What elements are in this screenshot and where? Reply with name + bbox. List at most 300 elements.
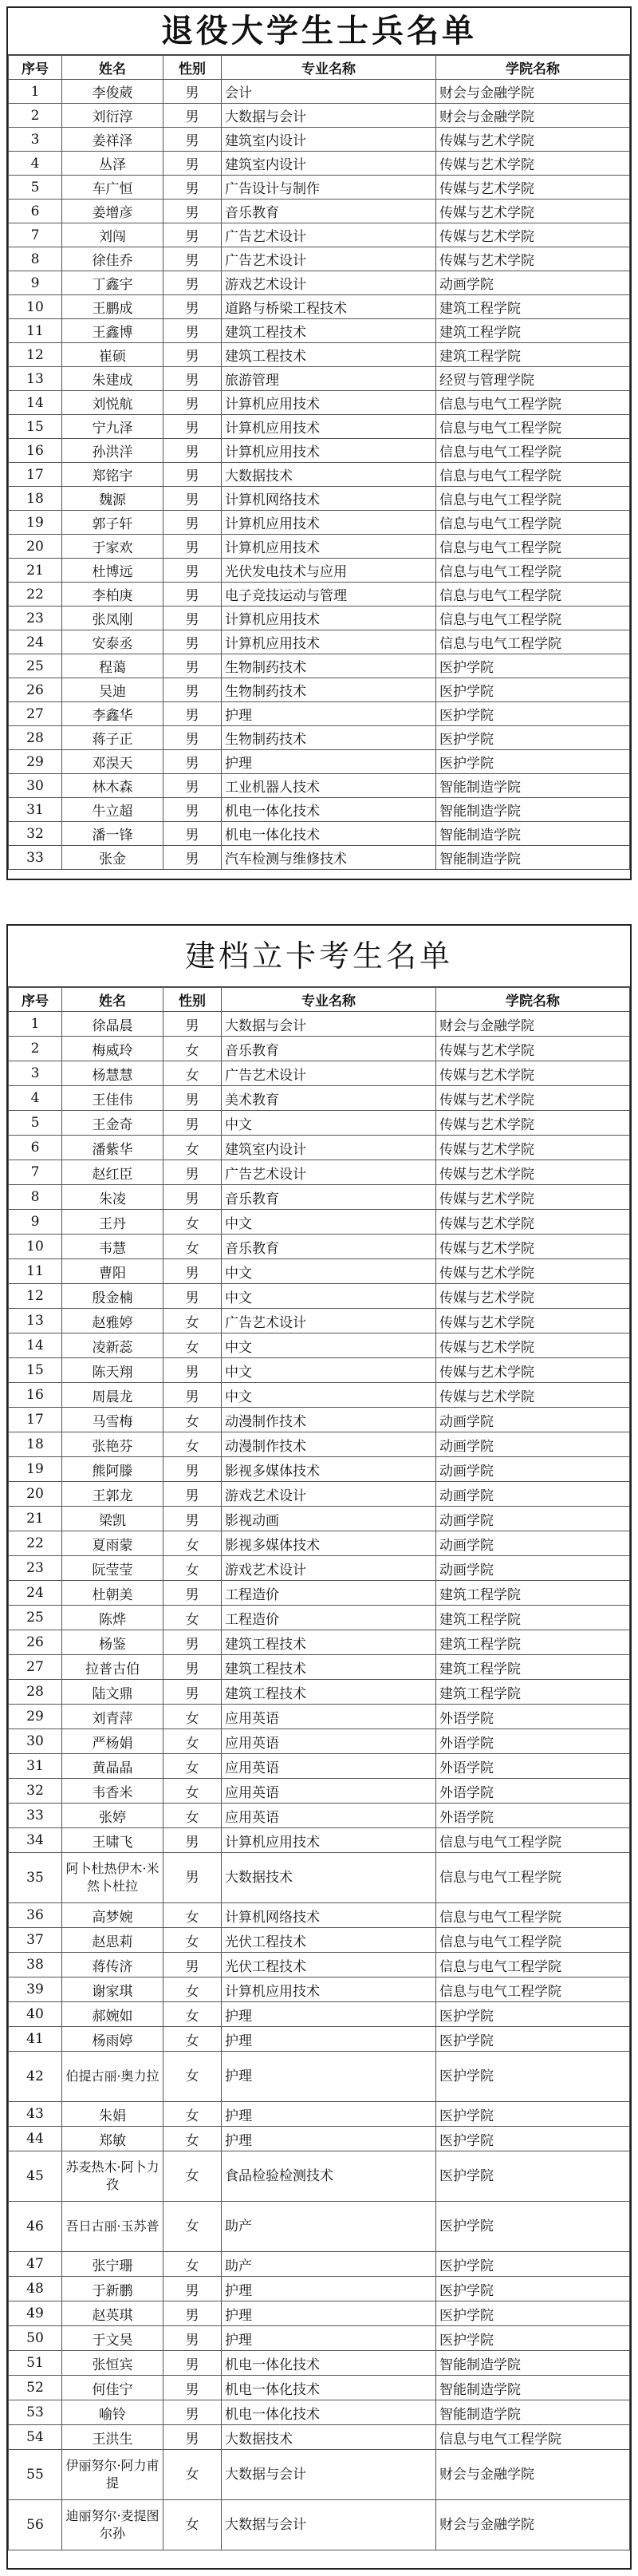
cell-gender: 男	[163, 798, 222, 822]
cell-major: 生物制药技术	[222, 654, 436, 678]
cell-gender: 男	[163, 319, 222, 343]
cell-college: 智能制造学院	[436, 822, 630, 846]
cell-major: 大数据与会计	[222, 2500, 436, 2550]
cell-name: 王佳伟	[62, 1086, 163, 1111]
cell-gender: 男	[163, 1160, 222, 1185]
table-row	[9, 1111, 630, 1136]
header-name: 姓名	[62, 988, 163, 1012]
cell-major: 建筑工程技术	[222, 1680, 436, 1705]
header-college: 学院名称	[436, 988, 630, 1012]
cell-college: 建筑工程学院	[436, 1680, 630, 1705]
cell-serial: 39	[9, 1977, 62, 2002]
table-row	[9, 223, 630, 247]
table-row	[9, 583, 630, 606]
cell-name: 梅威玲	[62, 1037, 163, 1061]
cell-major: 游戏艺术设计	[222, 1556, 436, 1581]
table-row	[9, 1729, 630, 1754]
cell-gender: 女	[163, 2027, 222, 2052]
cell-major: 大数据与会计	[222, 1012, 436, 1037]
cell-serial: 29	[9, 1705, 62, 1729]
cell-gender: 女	[163, 1136, 222, 1160]
table-header-row	[9, 988, 630, 1012]
cell-major: 应用英语	[222, 1729, 436, 1754]
cell-major: 机电一体化技术	[222, 798, 436, 822]
table-row	[9, 1507, 630, 1531]
table-row	[9, 774, 630, 798]
cell-name: 潘紫华	[62, 1136, 163, 1160]
cell-major: 护理	[222, 2127, 436, 2151]
cell-college: 信息与电气工程学院	[436, 439, 630, 463]
cell-serial: 6	[9, 1136, 62, 1160]
cell-major: 建筑工程技术	[222, 1655, 436, 1680]
cell-name: 凌新蕊	[62, 1333, 163, 1358]
table-row	[9, 200, 630, 223]
cell-college: 建筑工程学院	[436, 1630, 630, 1655]
table-row	[9, 2277, 630, 2301]
cell-serial: 33	[9, 846, 62, 870]
cell-serial: 21	[9, 559, 62, 583]
cell-gender: 男	[163, 1482, 222, 1507]
cell-major: 中文	[222, 1259, 436, 1284]
cell-serial: 1	[9, 1012, 62, 1037]
cell-college: 医护学院	[436, 2052, 630, 2102]
cell-major: 计算机应用技术	[222, 630, 436, 654]
cell-college: 财会与金融学院	[436, 2450, 630, 2500]
cell-college: 财会与金融学院	[436, 1012, 630, 1037]
cell-name: 丛泽	[62, 152, 163, 176]
cell-serial: 48	[9, 2277, 62, 2301]
cell-name: 黄晶晶	[62, 1754, 163, 1779]
cell-college: 医护学院	[436, 2301, 630, 2326]
cell-name: 张凤刚	[62, 606, 163, 630]
cell-college: 信息与电气工程学院	[436, 1928, 630, 1953]
cell-name: 谢家琪	[62, 1977, 163, 2002]
cell-major: 机电一体化技术	[222, 822, 436, 846]
cell-major: 美术教育	[222, 1086, 436, 1111]
table-row	[9, 319, 630, 343]
cell-college: 传媒与艺术学院	[436, 1383, 630, 1408]
cell-college: 动画学院	[436, 1482, 630, 1507]
cell-serial: 19	[9, 1457, 62, 1482]
cell-serial: 5	[9, 1111, 62, 1136]
cell-name: 于新鹏	[62, 2277, 163, 2301]
cell-college: 医护学院	[436, 2127, 630, 2151]
cell-major: 计算机应用技术	[222, 511, 436, 535]
cell-gender: 女	[163, 1210, 222, 1235]
table-row	[9, 2376, 630, 2400]
cell-serial: 8	[9, 1185, 62, 1210]
cell-serial: 28	[9, 1680, 62, 1705]
cell-gender: 男	[163, 559, 222, 583]
cell-serial: 1	[9, 80, 62, 104]
cell-gender: 女	[163, 1408, 222, 1432]
table-row	[9, 1333, 630, 1358]
cell-major: 电子竞技运动与管理	[222, 583, 436, 606]
cell-major: 建筑工程技术	[222, 343, 436, 367]
cell-college: 传媒与艺术学院	[436, 1160, 630, 1185]
cell-college: 信息与电气工程学院	[436, 1977, 630, 2002]
cell-college: 医护学院	[436, 654, 630, 678]
cell-gender: 男	[163, 702, 222, 726]
cell-serial: 32	[9, 1779, 62, 1804]
cell-major: 建筑工程技术	[222, 319, 436, 343]
cell-gender: 男	[163, 104, 222, 128]
table-row	[9, 1482, 630, 1507]
cell-major: 护理	[222, 702, 436, 726]
table-row	[9, 2301, 630, 2326]
table-row	[9, 1284, 630, 1309]
cell-college: 信息与电气工程学院	[436, 1953, 630, 1977]
table-row	[9, 1705, 630, 1729]
cell-major: 广告艺术设计	[222, 1309, 436, 1333]
cell-gender: 男	[163, 1507, 222, 1531]
table-row	[9, 798, 630, 822]
cell-serial: 55	[9, 2450, 62, 2500]
cell-gender: 男	[163, 1630, 222, 1655]
cell-name: 王郭龙	[62, 1482, 163, 1507]
cell-college: 信息与电气工程学院	[436, 630, 630, 654]
cell-name: 陆文鼎	[62, 1680, 163, 1705]
cell-name: 陈烨	[62, 1606, 163, 1630]
cell-college: 智能制造学院	[436, 2400, 630, 2425]
table-row	[9, 2500, 630, 2550]
cell-major: 广告艺术设计	[222, 247, 436, 271]
cell-gender: 男	[163, 176, 222, 200]
cell-serial: 4	[9, 152, 62, 176]
cell-serial: 2	[9, 1037, 62, 1061]
cell-name: 宁九泽	[62, 415, 163, 439]
cell-major: 计算机应用技术	[222, 1977, 436, 2002]
cell-gender: 女	[163, 1333, 222, 1358]
cell-college: 传媒与艺术学院	[436, 1061, 630, 1086]
table-row	[9, 1828, 630, 1853]
cell-name: 喻铃	[62, 2400, 163, 2425]
table-row	[9, 1680, 630, 1705]
cell-serial: 56	[9, 2500, 62, 2550]
table-row	[9, 391, 630, 415]
table-row	[9, 1953, 630, 1977]
table-row	[9, 128, 630, 152]
cell-gender: 女	[163, 1235, 222, 1259]
cell-major: 护理	[222, 2052, 436, 2102]
table-row	[9, 1012, 630, 1037]
cell-college: 建筑工程学院	[436, 1606, 630, 1630]
cell-name: 韦香米	[62, 1779, 163, 1804]
cell-serial: 20	[9, 535, 62, 559]
cell-gender: 男	[163, 271, 222, 295]
table-row	[9, 1457, 630, 1482]
cell-college: 信息与电气工程学院	[436, 511, 630, 535]
cell-gender: 男	[163, 2351, 222, 2376]
cell-serial: 9	[9, 1210, 62, 1235]
cell-college: 医护学院	[436, 2326, 630, 2351]
cell-gender: 男	[163, 415, 222, 439]
cell-name: 熊阿滕	[62, 1457, 163, 1482]
table-row	[9, 2351, 630, 2376]
cell-gender: 男	[163, 2425, 222, 2450]
cell-gender: 男	[163, 1828, 222, 1853]
cell-name: 王洪生	[62, 2425, 163, 2450]
cell-name: 安泰丞	[62, 630, 163, 654]
cell-name: 朱建成	[62, 367, 163, 391]
cell-name: 蒋子正	[62, 726, 163, 750]
table-row	[9, 726, 630, 750]
cell-gender: 男	[163, 1383, 222, 1408]
table-row	[9, 846, 630, 870]
cell-serial: 30	[9, 774, 62, 798]
cell-college: 财会与金融学院	[436, 2500, 630, 2550]
table-row	[9, 1804, 630, 1828]
cell-serial: 19	[9, 511, 62, 535]
table-row	[9, 606, 630, 630]
cell-major: 计算机应用技术	[222, 1828, 436, 1853]
cell-name: 马雪梅	[62, 1408, 163, 1432]
cell-gender: 男	[163, 391, 222, 415]
cell-name: 韦慧	[62, 1235, 163, 1259]
cell-name: 吾日古丽·玉苏普	[62, 2202, 163, 2252]
table-row	[9, 1754, 630, 1779]
cell-name: 程蔼	[62, 654, 163, 678]
cell-name: 伯提古丽·奥力拉	[62, 2052, 163, 2102]
cell-serial: 11	[9, 319, 62, 343]
cell-serial: 7	[9, 1160, 62, 1185]
cell-name: 邓淏天	[62, 750, 163, 774]
cell-major: 道路与桥梁工程技术	[222, 295, 436, 319]
table-row	[9, 2027, 630, 2052]
cell-serial: 5	[9, 176, 62, 200]
cell-college: 智能制造学院	[436, 2351, 630, 2376]
cell-serial: 13	[9, 1309, 62, 1333]
cell-gender: 男	[163, 846, 222, 870]
cell-college: 信息与电气工程学院	[436, 391, 630, 415]
table-row	[9, 2202, 630, 2252]
cell-major: 应用英语	[222, 1779, 436, 1804]
cell-name: 车广恒	[62, 176, 163, 200]
cell-serial: 47	[9, 2252, 62, 2277]
cell-gender: 男	[163, 583, 222, 606]
cell-gender: 男	[163, 1953, 222, 1977]
cell-major: 计算机应用技术	[222, 415, 436, 439]
cell-gender: 女	[163, 1556, 222, 1581]
table-row	[9, 1408, 630, 1432]
table-row	[9, 1853, 630, 1903]
cell-name: 吴迪	[62, 678, 163, 702]
cell-serial: 11	[9, 1259, 62, 1284]
cell-gender: 男	[163, 343, 222, 367]
cell-college: 信息与电气工程学院	[436, 487, 630, 511]
cell-serial: 44	[9, 2127, 62, 2151]
table-row	[9, 1235, 630, 1259]
cell-serial: 12	[9, 343, 62, 367]
cell-serial: 22	[9, 583, 62, 606]
cell-college: 传媒与艺术学院	[436, 152, 630, 176]
cell-college: 外语学院	[436, 1779, 630, 1804]
cell-name: 李柏庚	[62, 583, 163, 606]
cell-name: 苏麦热木·阿卜力孜	[62, 2151, 163, 2202]
cell-gender: 女	[163, 2500, 222, 2550]
cell-major: 大数据技术	[222, 2425, 436, 2450]
cell-name: 于文昊	[62, 2326, 163, 2351]
cell-college: 建筑工程学院	[436, 1581, 630, 1606]
cell-serial: 10	[9, 295, 62, 319]
cell-name: 阿卜杜热伊木·米然卜杜拉	[62, 1853, 163, 1903]
cell-gender: 女	[163, 2450, 222, 2500]
cell-serial: 32	[9, 822, 62, 846]
table-row	[9, 1086, 630, 1111]
table-row	[9, 1531, 630, 1556]
cell-major: 中文	[222, 1358, 436, 1383]
cell-college: 传媒与艺术学院	[436, 1284, 630, 1309]
table-row	[9, 343, 630, 367]
cell-name: 潘一锋	[62, 822, 163, 846]
table-row	[9, 559, 630, 583]
header-major: 专业名称	[222, 56, 436, 80]
cell-college: 信息与电气工程学院	[436, 535, 630, 559]
cell-name: 蒋传济	[62, 1953, 163, 1977]
cell-major: 计算机应用技术	[222, 606, 436, 630]
cell-college: 医护学院	[436, 726, 630, 750]
cell-serial: 14	[9, 1333, 62, 1358]
cell-major: 旅游管理	[222, 367, 436, 391]
cell-serial: 18	[9, 1432, 62, 1457]
cell-name: 于家欢	[62, 535, 163, 559]
cell-college: 医护学院	[436, 2277, 630, 2301]
cell-major: 音乐教育	[222, 1235, 436, 1259]
cell-college: 建筑工程学院	[436, 295, 630, 319]
cell-name: 刘悦航	[62, 391, 163, 415]
cell-college: 传媒与艺术学院	[436, 1358, 630, 1383]
cell-name: 殷金楠	[62, 1284, 163, 1309]
header-college: 学院名称	[436, 56, 630, 80]
cell-college: 传媒与艺术学院	[436, 1309, 630, 1333]
cell-college: 信息与电气工程学院	[436, 415, 630, 439]
cell-gender: 男	[163, 295, 222, 319]
cell-college: 外语学院	[436, 1804, 630, 1828]
table-row	[9, 2151, 630, 2202]
cell-gender: 男	[163, 200, 222, 223]
cell-major: 中文	[222, 1111, 436, 1136]
cell-gender: 男	[163, 2326, 222, 2351]
table-row	[9, 1259, 630, 1284]
table-row	[9, 463, 630, 487]
cell-serial: 8	[9, 247, 62, 271]
cell-major: 计算机网络技术	[222, 1903, 436, 1928]
cell-major: 计算机应用技术	[222, 439, 436, 463]
cell-name: 迪丽努尔·麦提图尔孙	[62, 2500, 163, 2550]
cell-college: 动画学院	[436, 1408, 630, 1432]
cell-serial: 35	[9, 1853, 62, 1903]
cell-college: 医护学院	[436, 2252, 630, 2277]
cell-serial: 28	[9, 726, 62, 750]
cell-gender: 男	[163, 80, 222, 104]
header-serial: 序号	[9, 56, 62, 80]
cell-name: 周晨龙	[62, 1383, 163, 1408]
header-major: 专业名称	[222, 988, 436, 1012]
cell-major: 护理	[222, 2102, 436, 2127]
cell-college: 建筑工程学院	[436, 343, 630, 367]
cell-college: 财会与金融学院	[436, 80, 630, 104]
cell-name: 牛立超	[62, 798, 163, 822]
cell-name: 王金奇	[62, 1111, 163, 1136]
cell-college: 信息与电气工程学院	[436, 583, 630, 606]
table-row	[9, 1383, 630, 1408]
cell-gender: 男	[163, 1358, 222, 1383]
cell-name: 张金	[62, 846, 163, 870]
cell-gender: 男	[163, 2301, 222, 2326]
cell-college: 外语学院	[436, 1729, 630, 1754]
cell-name: 何佳宁	[62, 2376, 163, 2400]
table-row	[9, 750, 630, 774]
cell-serial: 30	[9, 1729, 62, 1754]
cell-name: 严杨娟	[62, 1729, 163, 1754]
cell-gender: 男	[163, 1853, 222, 1903]
cell-college: 动画学院	[436, 1432, 630, 1457]
cell-major: 护理	[222, 2027, 436, 2052]
cell-gender: 男	[163, 774, 222, 798]
cell-serial: 25	[9, 1606, 62, 1630]
cell-gender: 男	[163, 439, 222, 463]
cell-gender: 男	[163, 152, 222, 176]
table-row	[9, 654, 630, 678]
cell-college: 信息与电气工程学院	[436, 463, 630, 487]
cell-serial: 23	[9, 606, 62, 630]
header-serial: 序号	[9, 988, 62, 1012]
cell-gender: 男	[163, 630, 222, 654]
cell-serial: 42	[9, 2052, 62, 2102]
cell-serial: 37	[9, 1928, 62, 1953]
cell-gender: 男	[163, 1259, 222, 1284]
cell-college: 传媒与艺术学院	[436, 200, 630, 223]
cell-gender: 男	[163, 511, 222, 535]
cell-college: 医护学院	[436, 2002, 630, 2027]
table-row	[9, 2450, 630, 2500]
cell-gender: 男	[163, 1680, 222, 1705]
cell-serial: 29	[9, 750, 62, 774]
cell-gender: 女	[163, 1309, 222, 1333]
table-row	[9, 1185, 630, 1210]
table-row	[9, 1977, 630, 2002]
cell-college: 动画学院	[436, 1531, 630, 1556]
cell-serial: 24	[9, 630, 62, 654]
table-row	[9, 1581, 630, 1606]
cell-name: 孙洪洋	[62, 439, 163, 463]
cell-college: 智能制造学院	[436, 846, 630, 870]
cell-major: 助产	[222, 2252, 436, 2277]
cell-major: 影视多媒体技术	[222, 1531, 436, 1556]
cell-major: 中文	[222, 1284, 436, 1309]
cell-name: 陈天翔	[62, 1358, 163, 1383]
cell-gender: 女	[163, 1531, 222, 1556]
cell-major: 游戏艺术设计	[222, 1482, 436, 1507]
cell-gender: 女	[163, 2202, 222, 2252]
cell-serial: 41	[9, 2027, 62, 2052]
cell-name: 林木森	[62, 774, 163, 798]
cell-serial: 7	[9, 223, 62, 247]
cell-name: 赵雅婷	[62, 1309, 163, 1333]
cell-name: 伊丽努尔·阿力甫提	[62, 2450, 163, 2500]
cell-college: 传媒与艺术学院	[436, 1210, 630, 1235]
cell-serial: 31	[9, 798, 62, 822]
cell-serial: 17	[9, 463, 62, 487]
cell-college: 医护学院	[436, 678, 630, 702]
cell-major: 护理	[222, 750, 436, 774]
cell-gender: 男	[163, 535, 222, 559]
cell-major: 建筑室内设计	[222, 152, 436, 176]
table-row	[9, 2002, 630, 2027]
header-name: 姓名	[62, 56, 163, 80]
cell-college: 传媒与艺术学院	[436, 1136, 630, 1160]
cell-college: 传媒与艺术学院	[436, 176, 630, 200]
